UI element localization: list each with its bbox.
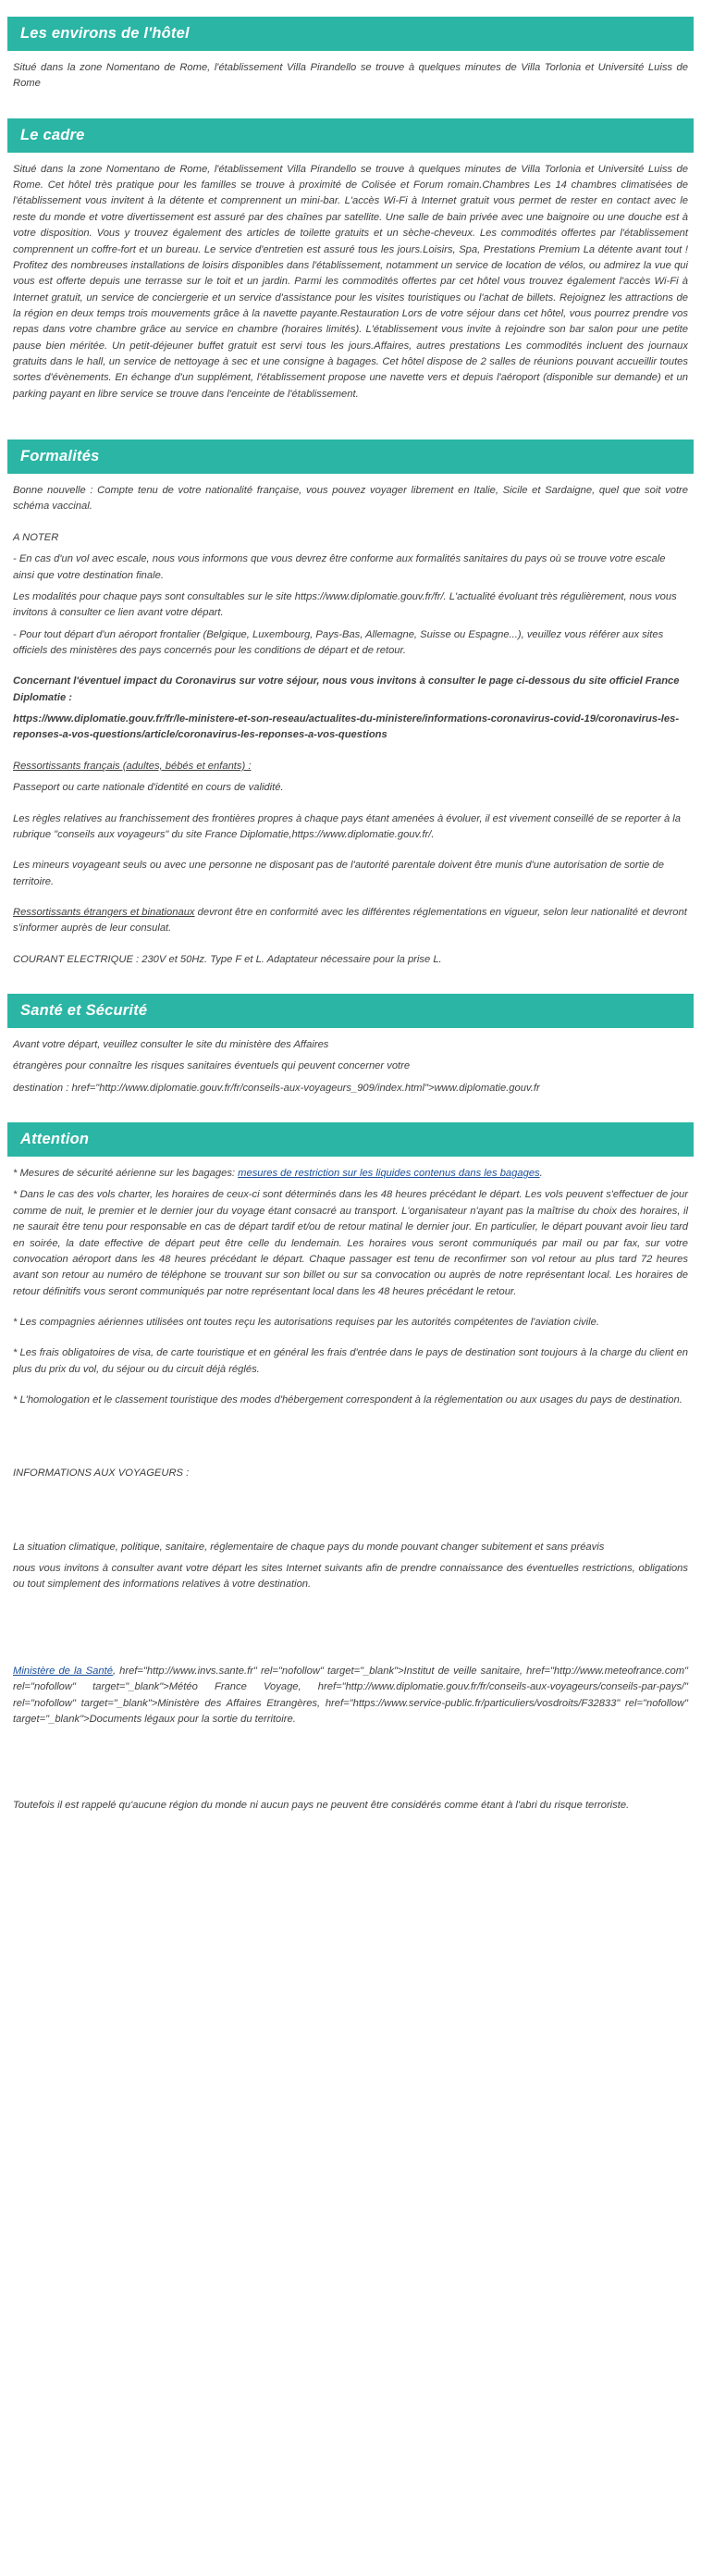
spacer (7, 1599, 694, 1664)
ressortissants-etrangers-heading: Ressortissants étrangers et binationaux (13, 906, 195, 918)
spacer (7, 848, 694, 858)
ressortissants-francais-heading: Ressortissants français (adultes, bébés et enfants) : (13, 760, 252, 772)
formalites-a-noter-label: A NOTER (13, 531, 59, 543)
attention-compagnies: * Les compagnies aériennes utilisées ont toutes reçu les autorisations requises par les autorités compétentes de l'aviation civile. (13, 1316, 599, 1328)
attention-frais: * Les frais obligatoires de visa, de carte touristique et en général les frais d'entrée dans le pays de destination sont toujours à la charge du client en plus du prix du vol, du séjour ou du circuit déjà réglés. (13, 1347, 688, 1375)
coronavirus-lead: Concernant l'éventuel impact du Coronavirus sur votre séjour, nous vous invitons à consulter le page ci-dessous du site officiel France Diplomatie : (13, 675, 680, 703)
section-header-sante: Santé et Sécurité (7, 994, 694, 1028)
section-cadre-paragraph: Situé dans la zone Nomentano de Rome, l'établissement Villa Pirandello se trouve à quelques minutes de Villa Torlonia et Université Luiss de Rome. Cet hôtel très pratique pour les familles se trouve à proximité de Colisée et Forum romain.Chambres Les 14 chambres climatisées de l'établissement vous invitent à la détente et comprennent un mini-bar. L'accès Wi-Fi à Internet gratuit vous permet de rester en contact avec le reste du monde et votre divertissement est assuré par des chaînes par satellite. Une salle de bain privée avec une baignoire ou une douche est à votre disposition. Vous y trouvez également des articles de toilette gratuits et un sèche-cheveux. Les commodités offertes par l'établissement comprennent un coffre-fort et un bureau. Le service d'entretien est assuré tous les jours.Loisirs, Spa, Prestations Premium La détente avant tout ! Profitez des nombreuses installations de loisirs disponibles dans l'établissement, notamment un service de location de vélos, ou admirez la vue qui vous est offerte depuis une terrasse sur le toit et un jardin. Parmi les commodités offertes par cet hôtel vous trouvez également l'accès Wi-Fi à Internet gratuit, un service de conciergerie et un service d'assistance pour les visites touristiques ou l'achat de billets. Rejoignez les attractions de la région en deux temps trois mouvements grâce à la navette payante.Restauration Lors de votre séjour dans cet hôtel, vous pourrez prendre vos repas dans votre chambre grâce au service en chambre (horaires limités). L'établissement vous invite à rejoindre son bar salon pour une petite pause bien méritée. Un petit-déjeuner buffet gratuit est servi tous les jours.Affaires, autres prestations Les commodités incluent des journaux gratuits dans le hall, un service de nettoyage à sec et une consigne à bagages. Cet hôtel dispose de 2 salles de réunions pouvant accueillir toutes sortes d'évènements. En échange d'un supplément, l'établissement propose une navette vers et depuis l'aéroport (disponible sur demande) et un parking payant en libre service se trouve dans l'enceinte de l'établissement. (13, 163, 688, 400)
attention-homologation: * L'homologation et le classement touristique des modes d'hébergement correspondent à la réglementation ou aux usages du pays de destination. (13, 1394, 683, 1406)
attention-closing-note: Toutefois il est rappelé qu'aucune région du monde ni aucun pays ne peuvent être considérés comme étant à l'abri du risque terroriste. (13, 1800, 630, 1812)
spacer (7, 1733, 694, 1798)
useful-links-block (7, 1664, 694, 1728)
formalites-note-frontalier: - Pour tout départ d'un aéroport frontalier (Belgique, Luxembourg, Pays-Bas, Allemagne, Suisse ou Espagne...), veuillez vous référer aux sites officiels des ministères des pays concernés pour les conditions de départ et de retour. (13, 628, 664, 656)
attention-bagages (7, 1166, 694, 1182)
spacer (7, 749, 694, 759)
info-voyageurs-line-1: La situation climatique, politique, sanitaire, réglementaire de chaque pays du monde pouvant changer subitement et sans préavis (13, 1541, 605, 1553)
section-header-cadre: Le cadre (7, 118, 694, 153)
spacer (7, 896, 694, 905)
spacer (7, 1336, 694, 1345)
bagages-restrictions-link[interactable]: mesures de restriction sur les liquides contenus dans les bagages (238, 1168, 540, 1180)
spacer (7, 1414, 694, 1466)
spacer (7, 98, 694, 118)
spacer (7, 1102, 694, 1122)
spacer (7, 521, 694, 530)
spacer (7, 973, 694, 994)
spacer (7, 664, 694, 674)
courant-electrique: COURANT ELECTRIQUE : 230V et 50Hz. Type F et L. Adaptateur nécessaire pour la prise L. (13, 953, 442, 965)
section-header-environs: Les environs de l'hôtel (7, 17, 694, 51)
useful-links-rest: , href="http://www.invs.sante.fr" rel="nofollow" target="_blank">Institut de veille sanitaire, href="http://www.meteofrance.com" rel="nofollow" target="_blank">Météo France Voyage, href="http://www.diplomatie.gouv.fr/fr/conseils-aux-voyageurs/conseils-par-pays/" rel="nofollow" target="_blank">Ministère des Affaires Etrangères, href="https://www.service-public.fr/particuliers/vosdroits/F32833" rel="nofollow" target="_blank">Documents légaux pour la sortie du territoire. (13, 1665, 688, 1725)
sante-line-2: étrangères pour connaître les risques sanitaires éventuels qui peuvent concerner votre (13, 1060, 411, 1072)
spacer (7, 1383, 694, 1393)
spacer (7, 408, 694, 440)
document-page (0, 17, 701, 2576)
spacer (7, 802, 694, 811)
attention-bagages-tail: . (539, 1168, 543, 1180)
spacer (7, 1488, 694, 1540)
ressortissants-francais-mineurs: Les mineurs voyageant seuls ou avec une personne ne disposant pas de l'autorité parentale doivent être munis d'une autorisation de sortie de territoire. (13, 860, 664, 887)
formalites-note-escale: - En cas d'un vol avec escale, nous vous informons que vous devrez être conforme aux formalités sanitaires du pays où se trouve votre escale ainsi que votre destination finale. (13, 553, 666, 581)
attention-bagages-lead: * Mesures de sécurité aérienne sur les bagages: (13, 1168, 239, 1180)
spacer (7, 943, 694, 952)
ressortissants-etrangers-text: devront être en conformité avec les différentes réglementations en vigueur, selon leur nationalité et devront s'informer auprès de leur consulat. (13, 906, 687, 935)
info-voyageurs-line-2: nous vous invitons à consulter avant votre départ les sites Internet suivants afin de prendre connaissance des éventuelles restrictions, obligations ou tout simplement des informations relatives à votre destination. (13, 1563, 688, 1591)
coronavirus-url[interactable]: https://www.diplomatie.gouv.fr/fr/le-ministere-et-son-reseau/actualites-du-ministere/informations-coronavirus-covid-19/coronavirus-les-reponses-a-vos-questions/article/coronavirus-les-reponses-a-vos-questions (13, 713, 680, 741)
ressortissants-etrangers-block (7, 905, 694, 937)
sante-line-3: destination : href="http://www.diplomatie.gouv.fr/fr/conseils-aux-voyageurs_909/index.html">www.diplomatie.gouv.fr (13, 1082, 540, 1094)
ministere-sante-link[interactable]: Ministère de la Santé (13, 1665, 113, 1677)
info-voyageurs-title: INFORMATIONS AUX VOYAGEURS : (13, 1468, 190, 1480)
section-header-attention: Attention (7, 1122, 694, 1157)
sante-line-1: Avant votre départ, veuillez consulter le site du ministère des Affaires (13, 1039, 329, 1051)
spacer (7, 1306, 694, 1315)
attention-vols-charter: * Dans le cas des vols charter, les horaires de ceux-ci sont déterminés dans les 48 heures précédant le départ. Les vols peuvent s'effectuer de jour comme de nuit, le premier et le dernier jour du voyage étant consacré au transport. L'organisateur n'ayant pas la maîtrise du choix des horaires, il ne saurait être tenu pour responsable en cas de départ tardif et/ou de retour matinal le dernier jour. En particulier, le départ pouvant avoir lieu tard en soirée, la date effective de départ peut être celle du lendemain. Les horaires vous seront communiqués par mail ou par fax, sur votre convocation aéroport dans les 48 heures précédant le départ. Chaque passager est tenu de reconfirmer son vol retour au plus tard 72 heures avant son retour au numéro de téléphone se trouvant sur son billet ou sur sa convocation ou auprès de notre représentant local. Les horaires de retour définitifs vous seront communiqués par notre représentant local dans les 48 heures précédant le retour. (13, 1189, 688, 1297)
section-environs-paragraph: Situé dans la zone Nomentano de Rome, l'établissement Villa Pirandello se trouve à quelques minutes de Villa Torlonia et Université Luiss de Rome (13, 62, 688, 90)
formalites-note-modalites: Les modalités pour chaque pays sont consultables sur le site https://www.diplomatie.gouv.fr/fr/. L'actualité évoluant très régulièrement, nous vous invitons à consulter ce lien avant votre départ. (13, 590, 677, 619)
section-header-formalites: Formalités (7, 440, 694, 474)
formalites-intro: Bonne nouvelle : Compte tenu de votre nationalité française, vous pouvez voyager librement en Italie, Sicile et Sardaigne, quel que soit votre schéma vaccinal. (13, 485, 688, 513)
ressortissants-francais-passeport: Passeport ou carte nationale d'identité en cours de validité. (13, 782, 284, 794)
ressortissants-francais-regles: Les règles relatives au franchissement des frontières propres à chaque pays étant amenées à évoluer, il est vivement conseillé de se reporter à la rubrique "conseils aux voyageurs" du site France Diplomatie,https://www.diplomatie.gouv.fr/. (13, 812, 681, 840)
